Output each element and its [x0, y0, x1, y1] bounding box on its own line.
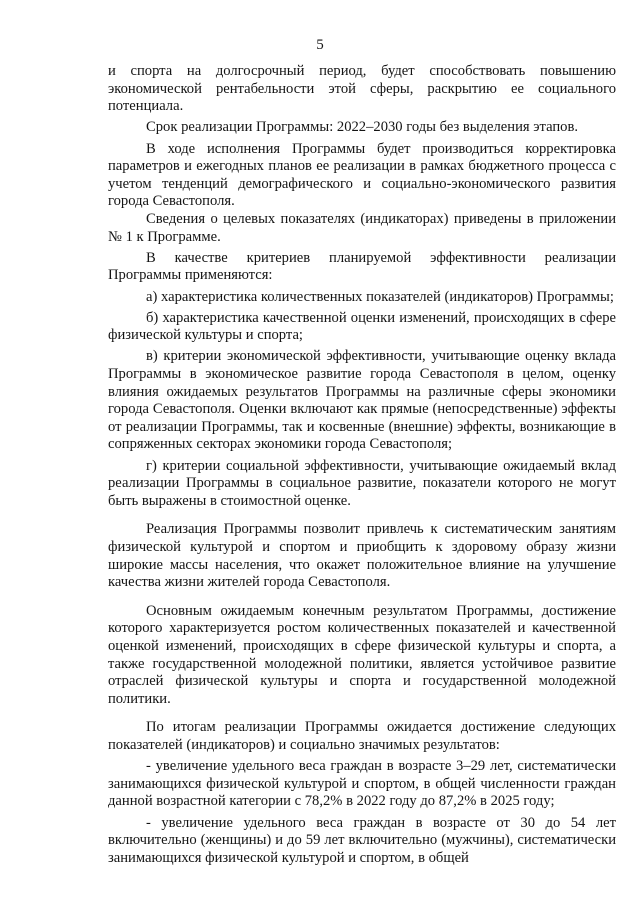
paragraph-target-indicators: Сведения о целевых показателях (индикаторах) приведены в приложении № 1 к Программе.: [108, 210, 616, 245]
paragraph-continuation: и спорта на долгосрочный период, будет способствовать повышению экономической рентабельности этой сферы, раскрытию ее социального потенциала.: [108, 63, 616, 115]
paragraph-criteria-intro: В качестве критериев планируемой эффективности реализации Программы применяются:: [108, 249, 616, 284]
paragraph-program-impact: Реализация Программы позволит привлечь к систематическим занятиям физической культурой и спортом и приобщить к здоровому образу жизни широкие массы населения, что окажет положительное влияние на улучшение качества жизни жителей города Севастополя.: [108, 521, 616, 591]
list-item-result-3-29: - увеличение удельного веса граждан в возрасте 3–29 лет, систематически занимающихся физической культурой и спортом, в общей численности граждан данной возрастной категории с 78,2% в 2022 году до 87,2% в 2025 году;: [108, 758, 616, 810]
page-number: 5: [316, 37, 324, 53]
paragraph-expected-results-intro: По итогам реализации Программы ожидается достижение следующих показателей (индикаторов) и социально значимых результатов:: [108, 719, 616, 753]
paragraph-main-result: Основным ожидаемым конечным результатом Программы, достижение которого характеризуется ростом количественных показателей и качественной оценкой изменений, происходящих в сфере физической культуры и спорта, а также государственной молодежной политики, является устойчивое развитие отраслей физической культуры и спорта и государственной молодежной политики.: [108, 602, 616, 707]
list-item-criterion-d: г) критерии социальной эффективности, учитывающие ожидаемый вклад реализации Программы в социальное развитие, показатели которого не могут быть выражены в стоимостной оценке.: [108, 457, 616, 509]
paragraph-program-term: Срок реализации Программы: 2022–2030 годы без выделения этапов.: [146, 119, 578, 136]
list-item-result-30-54: - увеличение удельного веса граждан в возрасте от 30 до 54 лет включительно (женщины) и до 59 лет включительно (мужчины), систематически занимающихся физической культурой и спортом, в общей: [108, 814, 616, 866]
list-item-criterion-c: в) критерии экономической эффективности, учитывающие оценку вклада Программы в экономическое развитие города Севастополя в целом, оценку влияния ожидаемых результатов Программы на различные сферы экономики города Севастополя. Оценки включают как прямые (непосредственные) эффекты от реализации Программы, так и косвенные (внешние) эффекты, возникающие в сопряженных секторах экономики города Севастополя;: [108, 348, 616, 453]
list-item-criterion-a: а) характеристика количественных показателей (индикаторов) Программы;: [146, 288, 614, 305]
document-body: [108, 63, 616, 867]
list-item-criterion-b: б) характеристика качественной оценки изменений, происходящих в сфере физической культуры и спорта;: [108, 309, 616, 344]
paragraph-adjustment: В ходе исполнения Программы будет производиться корректировка параметров и ежегодных планов ее реализации в рамках бюджетного процесса с учетом тенденций демографического и социально-экономического развития города Севастополя.: [108, 140, 616, 210]
